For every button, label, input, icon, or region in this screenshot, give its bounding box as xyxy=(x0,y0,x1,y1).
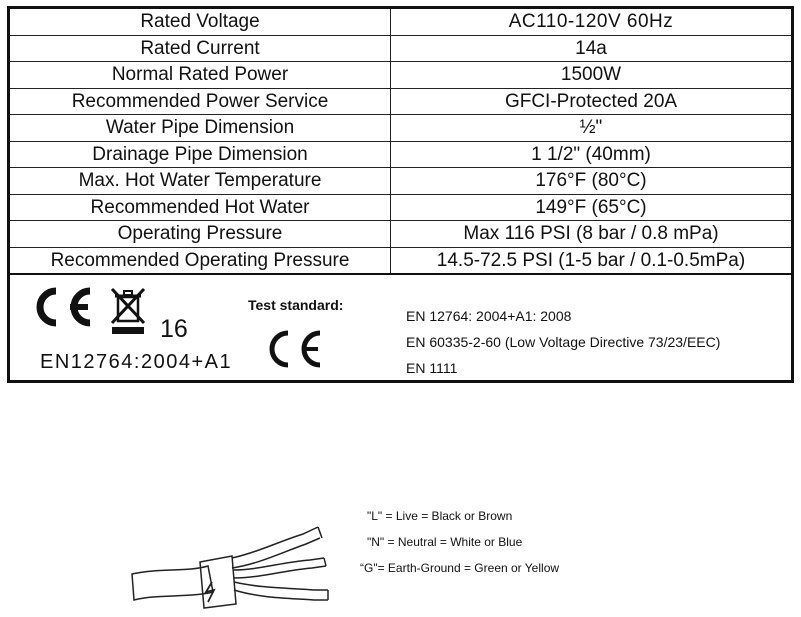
wire-legend-ground: “G"= Earth-Ground = Green or Yellow xyxy=(360,561,560,575)
spec-label: Operating Pressure xyxy=(10,221,391,248)
wire-legend-live: "L" = Live = Black or Brown xyxy=(367,509,513,523)
standard-item: EN 1111 xyxy=(406,360,458,376)
spec-label: Water Pipe Dimension xyxy=(10,115,391,142)
spec-value: Max 116 PSI (8 bar / 0.8 mPa) xyxy=(391,221,792,248)
test-standard-label: Test standard: xyxy=(248,297,344,313)
certification-section xyxy=(10,275,791,383)
spec-value: AC110-120V 60Hz xyxy=(391,9,792,35)
table-row xyxy=(10,194,791,221)
spec-label: Drainage Pipe Dimension xyxy=(10,141,391,168)
table-row xyxy=(10,88,791,115)
table-row xyxy=(10,115,791,142)
spec-value: 176°F (80°C) xyxy=(391,168,792,195)
weee-number: 16 xyxy=(160,315,188,343)
spec-label: Normal Rated Power xyxy=(10,62,391,89)
standard-item: EN 12764: 2004+A1: 2008 xyxy=(406,308,572,324)
spec-value: 1 1/2" (40mm) xyxy=(391,141,792,168)
table-row xyxy=(10,168,791,195)
spec-label: Recommended Operating Pressure xyxy=(10,247,391,274)
table-row xyxy=(10,9,791,35)
standards-list xyxy=(406,303,720,381)
spec-value: GFCI-Protected 20A xyxy=(391,88,792,115)
ce-mark-outline-icon xyxy=(262,327,324,371)
table-row xyxy=(10,221,791,248)
spec-label: Recommended Power Service xyxy=(10,88,391,115)
table-row xyxy=(10,247,791,274)
table-row xyxy=(10,35,791,62)
spec-label: Recommended Hot Water xyxy=(10,194,391,221)
spec-label: Max. Hot Water Temperature xyxy=(10,168,391,195)
wire-legend-neutral: "N" = Neutral = White or Blue xyxy=(367,535,523,549)
spec-value: ½" xyxy=(391,115,792,142)
weee-bin-icon xyxy=(110,287,146,335)
table-row xyxy=(10,141,791,168)
standard-item: EN 60335-2-60 (Low Voltage Directive 73/23/EEC) xyxy=(406,334,721,350)
spec-table xyxy=(10,9,791,275)
power-cord-icon xyxy=(128,512,358,612)
spec-label: Rated Voltage xyxy=(10,9,391,35)
ce-mark-icon xyxy=(28,285,94,329)
en-code: EN12764:2004+A1 xyxy=(40,351,233,373)
spec-value: 149°F (65°C) xyxy=(391,194,792,221)
spec-value: 14.5-72.5 PSI (1-5 bar / 0.1-0.5mPa) xyxy=(391,247,792,274)
table-row xyxy=(10,62,791,89)
spec-table-box xyxy=(7,6,794,383)
spec-value: 14a xyxy=(391,35,792,62)
spec-value: 1500W xyxy=(391,62,792,89)
spec-label: Rated Current xyxy=(10,35,391,62)
